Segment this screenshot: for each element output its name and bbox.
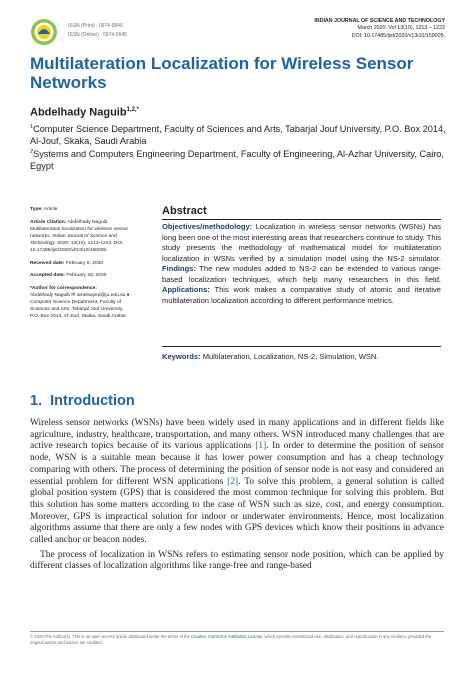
- paragraph-text: . To solve this problem, a general solution is called global position system (GPS) that is considered the most common technique for solving this problem. But this solution has some matters according to the case of WSN such as size, cost, and energy consumption. Moreover, GPS is impractical solution for indoor or underwater environments. Hence, most localization algorithms assume that there are only a few nodes with GPS devices which know their positions in advance called anchor or beacon nodes.: [30, 476, 445, 546]
- received-date: [30, 260, 130, 267]
- received-label: Received date:: [30, 260, 65, 266]
- abstract-text: [162, 222, 441, 306]
- correspondence: [30, 285, 130, 320]
- issn-online: ISSN (Online) : 0974-5645: [68, 32, 127, 38]
- accepted-date: [30, 272, 130, 279]
- objectives-label: Objectives/methodology:: [162, 222, 253, 231]
- abstract-bottom-divider: [162, 346, 441, 347]
- paragraph-text: Wireless sensor networks (WSNs) have been widely used in many applications and in different fields like agriculture, industry, healthcare, transportation, and many others. WSN introduced many challenges that are active research topics because of its various applications: [30, 418, 444, 452]
- footer-divider: [30, 631, 444, 632]
- keywords: [162, 352, 441, 362]
- type-label: Type:: [30, 207, 43, 212]
- findings-label: Findings:: [162, 264, 196, 274]
- issn-block: [68, 22, 127, 40]
- objectives-text: Localization in wireless sensor networks (WSNs) has long been one of the most interesting areas that researchers continue to study. This study presents the methodology of mathematical model for multilateration localization in WSNs verified by a simulation model using the NS-2 simulator.: [162, 222, 441, 263]
- accepted-value: February 28, 2020: [66, 273, 107, 279]
- journal-issue: March 2020, Vol 13(10), 1213 – 1223: [357, 25, 445, 32]
- correspondence-email[interactable]: amelsayed@ju.edu.sa: [76, 292, 126, 298]
- affiliation-text: Systems and Computers Engineering Department, Faculty of Engineering, Al-Azhar University, Cairo, Egypt: [30, 149, 444, 171]
- abstract-body: [162, 222, 441, 306]
- journal-name: INDIAN JOURNAL OF SCIENCE AND TECHNOLOGY: [314, 18, 445, 24]
- type-value: Article: [43, 207, 58, 212]
- correspondence-label: *Author for correspondence:: [30, 285, 97, 291]
- paragraph-2: The process of localization in WSNs refers to estimating sensor node position, which can be applied by different classes of localization algorithms like range-free and range-based: [30, 549, 444, 572]
- license-link[interactable]: Creative Commons Attribution License: [190, 634, 263, 639]
- citation-text: Abdelhady Naguib Multilateration localization for wireless sensor networks,: [30, 219, 129, 239]
- citation-label: Article Citation:: [30, 219, 67, 225]
- journal-logo-icon: [30, 18, 58, 46]
- affiliation-1: [30, 122, 455, 147]
- accepted-label: Accepted date:: [30, 273, 66, 279]
- affiliation-text: Computer Science Department, Faculty of Sciences and Arts, Tabarjal Jouf University, P.O. Box 2014, Al-Jouf, Skaka, Saudi Arabia: [30, 124, 446, 146]
- journal-info: [215, 18, 445, 40]
- correspondence-name: Abdelhady Naguib: [30, 292, 70, 298]
- footer-text: © 2020 The Author(s). This is an open access article distributed under the terms of the: [30, 634, 191, 639]
- section-body: [30, 418, 444, 575]
- paragraph-1: [30, 418, 444, 547]
- issn-print: ISSN (Print) : 0974-6846: [68, 23, 123, 29]
- citation-link[interactable]: [1]: [255, 441, 267, 452]
- footer-text: , which permits unrestricted use, distribution, and reproduction in any medium, provided the original author and source are credited.: [30, 634, 432, 645]
- copyright-footer: [30, 634, 444, 646]
- abstract-heading: Abstract: [162, 205, 207, 217]
- email-icon: ✉: [71, 292, 76, 298]
- affiliations: [30, 122, 455, 173]
- author-superscript: 1,2,*: [126, 107, 139, 113]
- section-title: Introduction: [50, 393, 135, 409]
- paragraph-text: . In order to determine the position of sensor node, WSN is a suitable mean because it has lower power consumption and has a cheap technology comparing with others. The process of determining the position of sensor node is not easy and considered an essential problem for different WSN applications: [30, 441, 444, 487]
- keywords-text: Multilateration, Localization, NS-2, Simulation, WSN.: [202, 352, 379, 361]
- findings-text: The new modules added to NS-2 can be extended to various range-based localization techniques, which help many researchers in this field.: [162, 264, 442, 284]
- article-info-column: [30, 206, 130, 326]
- location-pin-icon: ●: [126, 292, 130, 298]
- applications-label: Applications:: [162, 285, 210, 295]
- affiliation-2: [30, 147, 455, 172]
- section-number: 1.: [30, 393, 43, 409]
- paper-title: Multilateration Localization for Wireless Sensor Networks: [30, 54, 414, 92]
- citation-journal: Indian Journal of Science and Technology.: [30, 233, 117, 246]
- author-line: [30, 104, 139, 120]
- received-value: February 6, 2020: [65, 260, 104, 266]
- author-name: Abdelhady Naguib: [30, 106, 127, 119]
- keywords-label: Keywords:: [162, 352, 201, 361]
- abstract-divider: [162, 219, 441, 220]
- article-citation: [30, 219, 130, 254]
- affiliation-marker: 2: [30, 149, 34, 156]
- citation-link[interactable]: [2]: [227, 476, 239, 487]
- section-heading: [30, 393, 135, 410]
- affiliation-marker: 1: [30, 124, 34, 130]
- article-type: [30, 206, 130, 213]
- applications-text: This work makes a comparative study of atomic and iterative multilateration localization according to different performance metrics.: [162, 285, 441, 305]
- citation-details: 2020; 13(10), 1213-1223. DOI: 10.17485/ijst/2020/v013i10/150005.: [30, 240, 124, 253]
- journal-doi: DOI: 10.17485/ijst/2020/v13i10/150005,: [351, 32, 445, 39]
- correspondence-address: Computer Science Department, Faculty of Sciences and Arts, Tabarjal Jouf University, P.O. Box 2014, Al-Jouf, Skaka, Saudi Arabia: [30, 299, 126, 320]
